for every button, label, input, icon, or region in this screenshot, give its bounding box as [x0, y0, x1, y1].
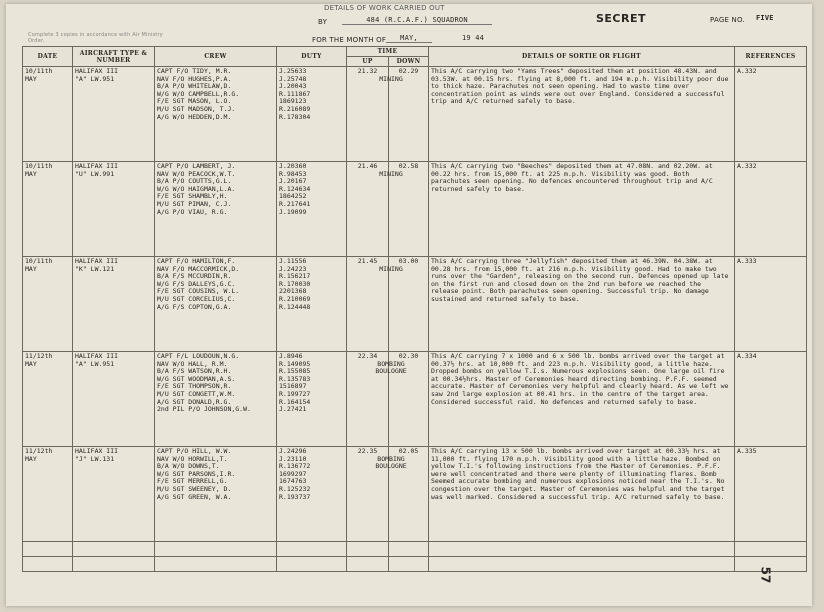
- crew-member: A/G SGT GREEN, W.A.: [157, 492, 232, 501]
- service-number: R.136772: [279, 462, 311, 471]
- crew-member: B/A F/S WATSON,R.H.: [157, 367, 232, 376]
- crew-member: A/G P/O VIAU, R.G.: [157, 207, 228, 216]
- sortie-reference: A.333: [735, 257, 807, 352]
- crew-member: CAPT F/O TIDY, M.R.: [157, 67, 232, 75]
- month-value: MAY,: [386, 34, 432, 43]
- sortie-details: This A/C carrying 7 x 1000 and 6 x 500 lb. bombs arrived over the target at 00.37½ hrs. at 10,000 ft. and 223 m.p.h. Visibility good, a little haze. Dropped bombs on yellow T.I.s. Numerous explosions seen. One large oil fire at 00.34½hrs. Master of Ceremonies heard directing bombing. P.F.F. seemed accurate. Master of Ceremonies very helpful and clearly heard. As we left we saw 2nd large explosion at 00.41 hrs. in the centre of the target area. Considered successful raid. No defences and returned safely to base.: [429, 352, 735, 447]
- empty-row: [23, 557, 807, 572]
- crew-member: B/A P/O COUTTS,G.L.: [157, 177, 232, 186]
- service-number: R.125232: [279, 484, 311, 493]
- sortie-task: MINING: [379, 74, 403, 83]
- sortie-details: This A/C carrying 13 x 500 lb. bombs arrived over target at 00.33½ hrs. at 11,000 ft. flying 170 m.p.h. Visibility good with a little haze. Bombed on yellow T.I.'s following instructions from the Master of Ceremonies. P.F.F. were well concentrated and there were plenty of illuminating flares. Bomb Seemed accurate bombing and numerous explosions noticed near the T.I.'s. No congestion over the target. Master of Ceremonies was helpful and the target was well marked. Considered a successful trip. A/C returned safely to base.: [429, 447, 735, 542]
- time-down-value: 03.00: [398, 257, 419, 265]
- service-number: 1699297: [279, 469, 307, 478]
- service-number: J.25748: [279, 74, 307, 83]
- service-number: R.149095: [279, 359, 311, 368]
- time-down-value: 02.29: [398, 67, 419, 75]
- crew-member: F/E SGT SHAMBLY,H.: [157, 192, 228, 201]
- sortie-details: This A/C carrying two "Yams Trees" deposited them at position 48.43N. and 03.53W. at 00.15 hrs. flying at 8,000 ft. and 194 m.p.h. Visibility poor due to thick haze. Parachutes not seen opening. Had to waste time over concentration point as winds were out over England. Considered a successful trip and A/C returned safely to base.: [429, 67, 735, 162]
- service-number: R.210069: [279, 294, 311, 303]
- crew-member: M/U SGT MADSON, T.J.: [157, 104, 236, 113]
- sortie-row: [23, 447, 807, 542]
- empty-cell: [277, 542, 347, 557]
- col-details: DETAILS OF SORTIE OR FLIGHT: [429, 47, 735, 67]
- service-number: J.20360: [279, 162, 307, 170]
- crew-member: F/E SGT MASON, L.O.: [157, 97, 232, 106]
- service-number: R.135783: [279, 374, 311, 383]
- empty-cell: [389, 542, 429, 557]
- service-number: J.19099: [279, 207, 307, 216]
- crew-member: B/A P/O WHITELAW,D.: [157, 82, 232, 91]
- crew-member: B/A F/S MCCURDIN,R.: [157, 272, 232, 281]
- service-number: R.124634: [279, 184, 311, 193]
- col-time-up: UP: [347, 57, 389, 67]
- col-time: TIME: [347, 47, 429, 57]
- month-label: FOR THE MONTH OF: [312, 36, 387, 44]
- crew-member: A/G SGT DONALD,R.G.: [157, 397, 232, 406]
- year-value: 19 44: [462, 34, 485, 42]
- sortie-row: [23, 67, 807, 162]
- crew-member: NAV F/O MACCORMICK,D.: [157, 264, 240, 273]
- sortie-table: [22, 46, 807, 572]
- service-number: 2201368: [279, 287, 307, 296]
- sortie-reference: A.334: [735, 352, 807, 447]
- crew-member: A/G F/S COPTON,G.A.: [157, 302, 232, 311]
- crew-member: NAV F/O HUGHES,P.A.: [157, 74, 232, 83]
- sortie-time-up: [347, 162, 403, 257]
- sortie-duty: [277, 447, 347, 542]
- service-number: J.20043: [279, 82, 307, 91]
- sortie-row: [23, 352, 807, 447]
- empty-cell: [155, 542, 277, 557]
- service-number: J.24296: [279, 447, 307, 455]
- sortie-time-up: [347, 447, 407, 542]
- folio-number: 57: [758, 566, 773, 584]
- service-number: R.156217: [279, 272, 311, 281]
- crew-member: M/U SGT SWEENEY, D.: [157, 484, 232, 493]
- crew-member: CAPT F/O HAMILTON,F.: [157, 257, 236, 265]
- crew-member: NAV W/O PEACOCK,W.T.: [157, 169, 236, 178]
- sortie-crew: [155, 67, 277, 162]
- service-number: J.11556: [279, 257, 307, 265]
- sortie-date: 10/11th MAY: [23, 257, 73, 352]
- service-number: J.8946: [279, 352, 303, 360]
- service-number: J.27421: [279, 405, 307, 414]
- form-instruction-note: Complete 3 copies in accordance with Air Ministry Order.: [28, 32, 163, 44]
- empty-cell: [735, 542, 807, 557]
- service-number: R.155085: [279, 367, 311, 376]
- service-number: R.164154: [279, 397, 311, 406]
- sortie-date: 10/11th MAY: [23, 162, 73, 257]
- crew-member: M/U SGT CONGETT,W.M.: [157, 389, 236, 398]
- by-label: BY: [318, 18, 328, 26]
- col-time-down: DOWN: [389, 57, 429, 67]
- service-number: R.193737: [279, 492, 311, 501]
- sortie-aircraft: HALIFAX III "A" LW.951: [73, 352, 155, 447]
- empty-cell: [347, 557, 389, 572]
- crew-member: W/G F/S DALLEYS,G.C.: [157, 279, 236, 288]
- crew-member: W/G SGT PARSONS,I.R.: [157, 469, 236, 478]
- time-down-value: 02.05: [398, 447, 419, 455]
- service-number: J.24223: [279, 264, 307, 273]
- empty-cell: [73, 557, 155, 572]
- service-number: J.25633: [279, 67, 307, 75]
- time-up-value: 21.32: [357, 67, 378, 75]
- sortie-reference: A.332: [735, 162, 807, 257]
- col-duty: DUTY: [277, 47, 347, 67]
- service-number: 1674763: [279, 477, 307, 486]
- crew-member: NAV W/O HORWILL,T.: [157, 454, 228, 463]
- service-number: R.178304: [279, 112, 311, 121]
- time-down-value: 02.58: [398, 162, 419, 170]
- crew-member: F/E SGT COUSINS, W.L.: [157, 287, 240, 296]
- sortie-duty: [277, 257, 347, 352]
- col-crew: CREW: [155, 47, 277, 67]
- service-number: J.20167: [279, 177, 307, 186]
- sortie-row: [23, 257, 807, 352]
- sortie-reference: A.335: [735, 447, 807, 542]
- col-aircraft: AIRCRAFT TYPE & NUMBER: [73, 47, 155, 67]
- sortie-task: MINING: [379, 264, 403, 273]
- service-number: 1516897: [279, 382, 307, 391]
- sortie-aircraft: HALIFAX III "K" LW.121: [73, 257, 155, 352]
- time-up-value: 21.45: [357, 257, 378, 265]
- service-number: R.217641: [279, 199, 311, 208]
- time-down-value: 02.30: [398, 352, 419, 360]
- empty-cell: [155, 557, 277, 572]
- sortie-rows: [23, 67, 807, 572]
- sortie-time-up: [347, 257, 403, 352]
- sortie-time-up: [347, 67, 403, 162]
- service-number: R.216089: [279, 104, 311, 113]
- col-references: REFERENCES: [735, 47, 807, 67]
- crew-member: CAPT P/O LAMBERT, J.: [157, 162, 236, 170]
- empty-cell: [73, 542, 155, 557]
- service-number: 1869123: [279, 97, 307, 106]
- sortie-reference: A.332: [735, 67, 807, 162]
- service-number: R.170030: [279, 279, 311, 288]
- sortie-crew: [155, 447, 277, 542]
- page-number-label: PAGE NO.: [710, 16, 745, 24]
- empty-cell: [23, 557, 73, 572]
- sortie-duty: [277, 352, 347, 447]
- crew-member: B/A W/O DOWNS,T.: [157, 462, 220, 471]
- squadron-name: 484 (R.C.A.F.) SQUADRON: [342, 16, 492, 25]
- service-number: R.124448: [279, 302, 311, 311]
- sortie-duty: [277, 162, 347, 257]
- service-number: 1864252: [279, 192, 307, 201]
- crew-member: W/G W/O CAMPBELL,R.G.: [157, 89, 240, 98]
- sortie-crew: [155, 352, 277, 447]
- empty-cell: [389, 557, 429, 572]
- crew-member: W/G SGT WOODMAN,A.S.: [157, 374, 236, 383]
- sortie-aircraft: HALIFAX III "J" LW.131: [73, 447, 155, 542]
- col-date: DATE: [23, 47, 73, 67]
- record-sheet: [6, 4, 812, 606]
- sortie-date: 11/12th MAY: [23, 352, 73, 447]
- sortie-time-up: [347, 352, 407, 447]
- crew-member: CAPT F/L LOUDOUN,N.G.: [157, 352, 240, 360]
- empty-cell: [23, 542, 73, 557]
- classification-stamp: SECRET: [596, 12, 646, 25]
- service-number: R.111867: [279, 89, 311, 98]
- sortie-date: 10/11th MAY: [23, 67, 73, 162]
- empty-row: [23, 542, 807, 557]
- crew-member: M/U SGT PIMAN, C.J.: [157, 199, 232, 208]
- sortie-task: BOMBING BOULOGNE: [375, 454, 407, 471]
- sortie-task: BOMBING BOULOGNE: [375, 359, 407, 376]
- page-number-value: FIVE: [756, 14, 774, 22]
- crew-member: CAPT P/O HILL, W.W.: [157, 447, 232, 455]
- crew-member: M/U SGT CORCELIUS,C.: [157, 294, 236, 303]
- form-title: DETAILS OF WORK CARRIED OUT: [324, 4, 445, 12]
- crew-member: W/G W/O HAIGMAN,L.A.: [157, 184, 236, 193]
- crew-member: F/E SGT THOMPSON,R.: [157, 382, 232, 391]
- crew-member: 2nd PIL P/O JOHNSON,G.W.: [157, 405, 251, 414]
- crew-member: A/G W/O HEDDEN,D.M.: [157, 112, 232, 121]
- sortie-aircraft: HALIFAX III "A" LW.951: [73, 67, 155, 162]
- empty-cell: [347, 542, 389, 557]
- time-up-value: 21.46: [357, 162, 378, 170]
- sortie-date: 11/12th MAY: [23, 447, 73, 542]
- empty-cell: [277, 557, 347, 572]
- service-number: R.98453: [279, 169, 307, 178]
- empty-cell: [429, 542, 735, 557]
- empty-cell: [429, 557, 735, 572]
- sortie-crew: [155, 162, 277, 257]
- sortie-aircraft: HALIFAX III "U" LW.991: [73, 162, 155, 257]
- sortie-crew: [155, 257, 277, 352]
- service-number: J.23110: [279, 454, 307, 463]
- sortie-details: This A/C carrying two "Beeches" deposited them at 47.08N. and 02.20W. at 00.22 hrs. from 15,000 ft. at 225 m.p.h. Visibility was good. Both parachutes seen opening. No defences encountered throughout trip and A/C returned safely to base.: [429, 162, 735, 257]
- crew-member: NAV W/O HALL, R.M.: [157, 359, 228, 368]
- sortie-details: This A/C carrying three "Jellyfish" deposited them at 46.39N. 04.38W. at 00.28 hrs. from 15,000 ft. at 216 m.p.h. Visibility good. Had to make two runs over the "Garden", releasing on the second run. Defences opened up late on the first run and closed down on the 2nd run before we reached the release point. Both parachutes seen opening. Successful trip. No damage sustained and returned safely to base.: [429, 257, 735, 352]
- sortie-task: MINING: [379, 169, 403, 178]
- time-up-value: 22.34: [357, 352, 378, 360]
- sortie-row: [23, 162, 807, 257]
- sortie-duty: [277, 67, 347, 162]
- time-up-value: 22.35: [357, 447, 378, 455]
- service-number: R.199727: [279, 389, 311, 398]
- crew-member: F/E SGT MERRELL,G.: [157, 477, 228, 486]
